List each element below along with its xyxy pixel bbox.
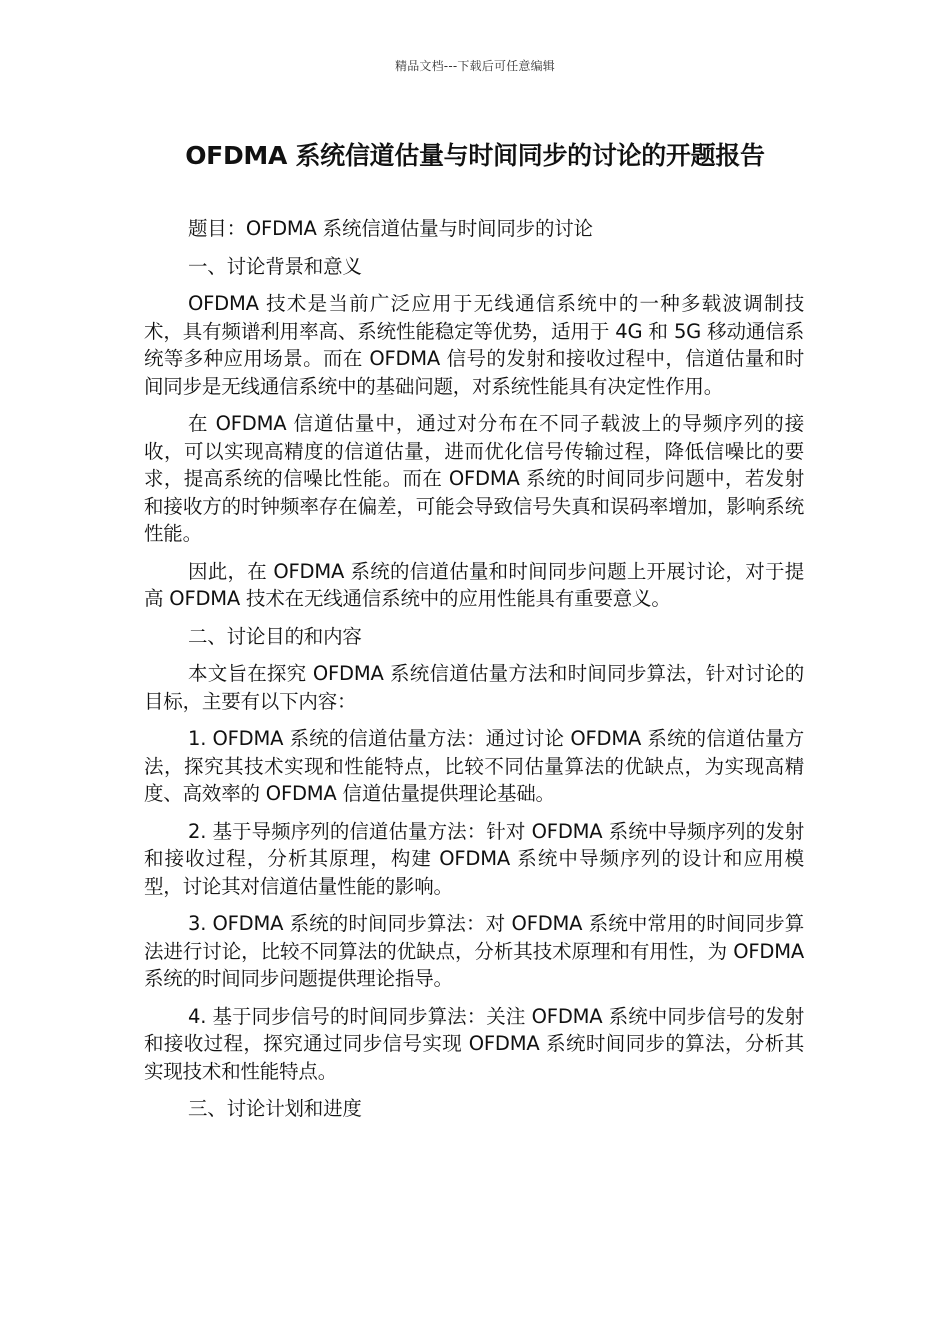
paragraph-background-3: 因此，在 OFDMA 系统的信道估量和时间同步问题上开展讨论，对于提高 OFDMA 技术在无线通信系统中的应用性能具有重要意义。 [144, 559, 804, 610]
section-heading-plan: 三、讨论计划和进度 [188, 1097, 362, 1120]
list-item-2: 2. 基于导频序列的信道估量方法：针对 OFDMA 系统中导频序列的发射和接收过程，分析其原理，构建 OFDMA 系统中导频序列的设计和应用模型，讨论其对信道估量性能的影响。 [144, 819, 804, 898]
paragraph-background-2: 在 OFDMA 信道估量中，通过对分布在不同子载波上的导频序列的接收，可以实现高精度的信道估量，进而优化信号传输过程，降低信噪比的要求，提高系统的信噪比性能。而在 OFDMA 系统的时间同步问题中，若发射和接收方的时钟频率存在偏差，可能会导致信号失真和误码率增加，影响系统性能。 [144, 412, 804, 545]
paragraph-background-1: OFDMA 技术是当前广泛应用于无线通信系统中的一种多载波调制技术，具有频谱利用率高、系统性能稳定等优势，适用于 4G 和 5G 移动通信系统等多种应用场景。而在 OFDMA 信号的发射和接收过程中，信道估量和时间同步是无线通信系统中的基础问题，对系统性能具有决定性作用。 [144, 292, 804, 398]
list-item-1: 1. OFDMA 系统的信道估量方法：通过讨论 OFDMA 系统的信道估量方法，探究其技术实现和性能特点，比较不同估量算法的优缺点，为实现高精度、高效率的 OFDMA 信道估量提供理论基础。 [144, 727, 804, 805]
section-heading-objectives: 二、讨论目的和内容 [188, 624, 362, 648]
list-item-4: 4. 基于同步信号的时间同步算法：关注 OFDMA 系统中同步信号的发射和接收过程，探究通过同步信号实现 OFDMA 系统时间同步的算法，分析其实现技术和性能特点。 [144, 1004, 804, 1083]
header-note: 精品文档---下载后可任意编辑 [395, 59, 555, 73]
section-heading-background: 一、讨论背景和意义 [188, 254, 362, 278]
paragraph-objectives-intro: 本文旨在探究 OFDMA 系统信道估量方法和时间同步算法，针对讨论的目标，主要有以下内容： [144, 662, 804, 713]
topic-line: 题目：OFDMA 系统信道估量与时间同步的讨论 [188, 217, 593, 240]
document-body [144, 215, 804, 1133]
list-item-3: 3. OFDMA 系统的时间同步算法：对 OFDMA 系统中常用的时间同步算法进行讨论，比较不同算法的优缺点，分析其技术原理和有用性，为 OFDMA 系统的时间同步问题提供理论指导。 [144, 912, 804, 990]
document-title: OFDMA 系统信道估量与时间同步的讨论的开题报告 [185, 141, 765, 170]
